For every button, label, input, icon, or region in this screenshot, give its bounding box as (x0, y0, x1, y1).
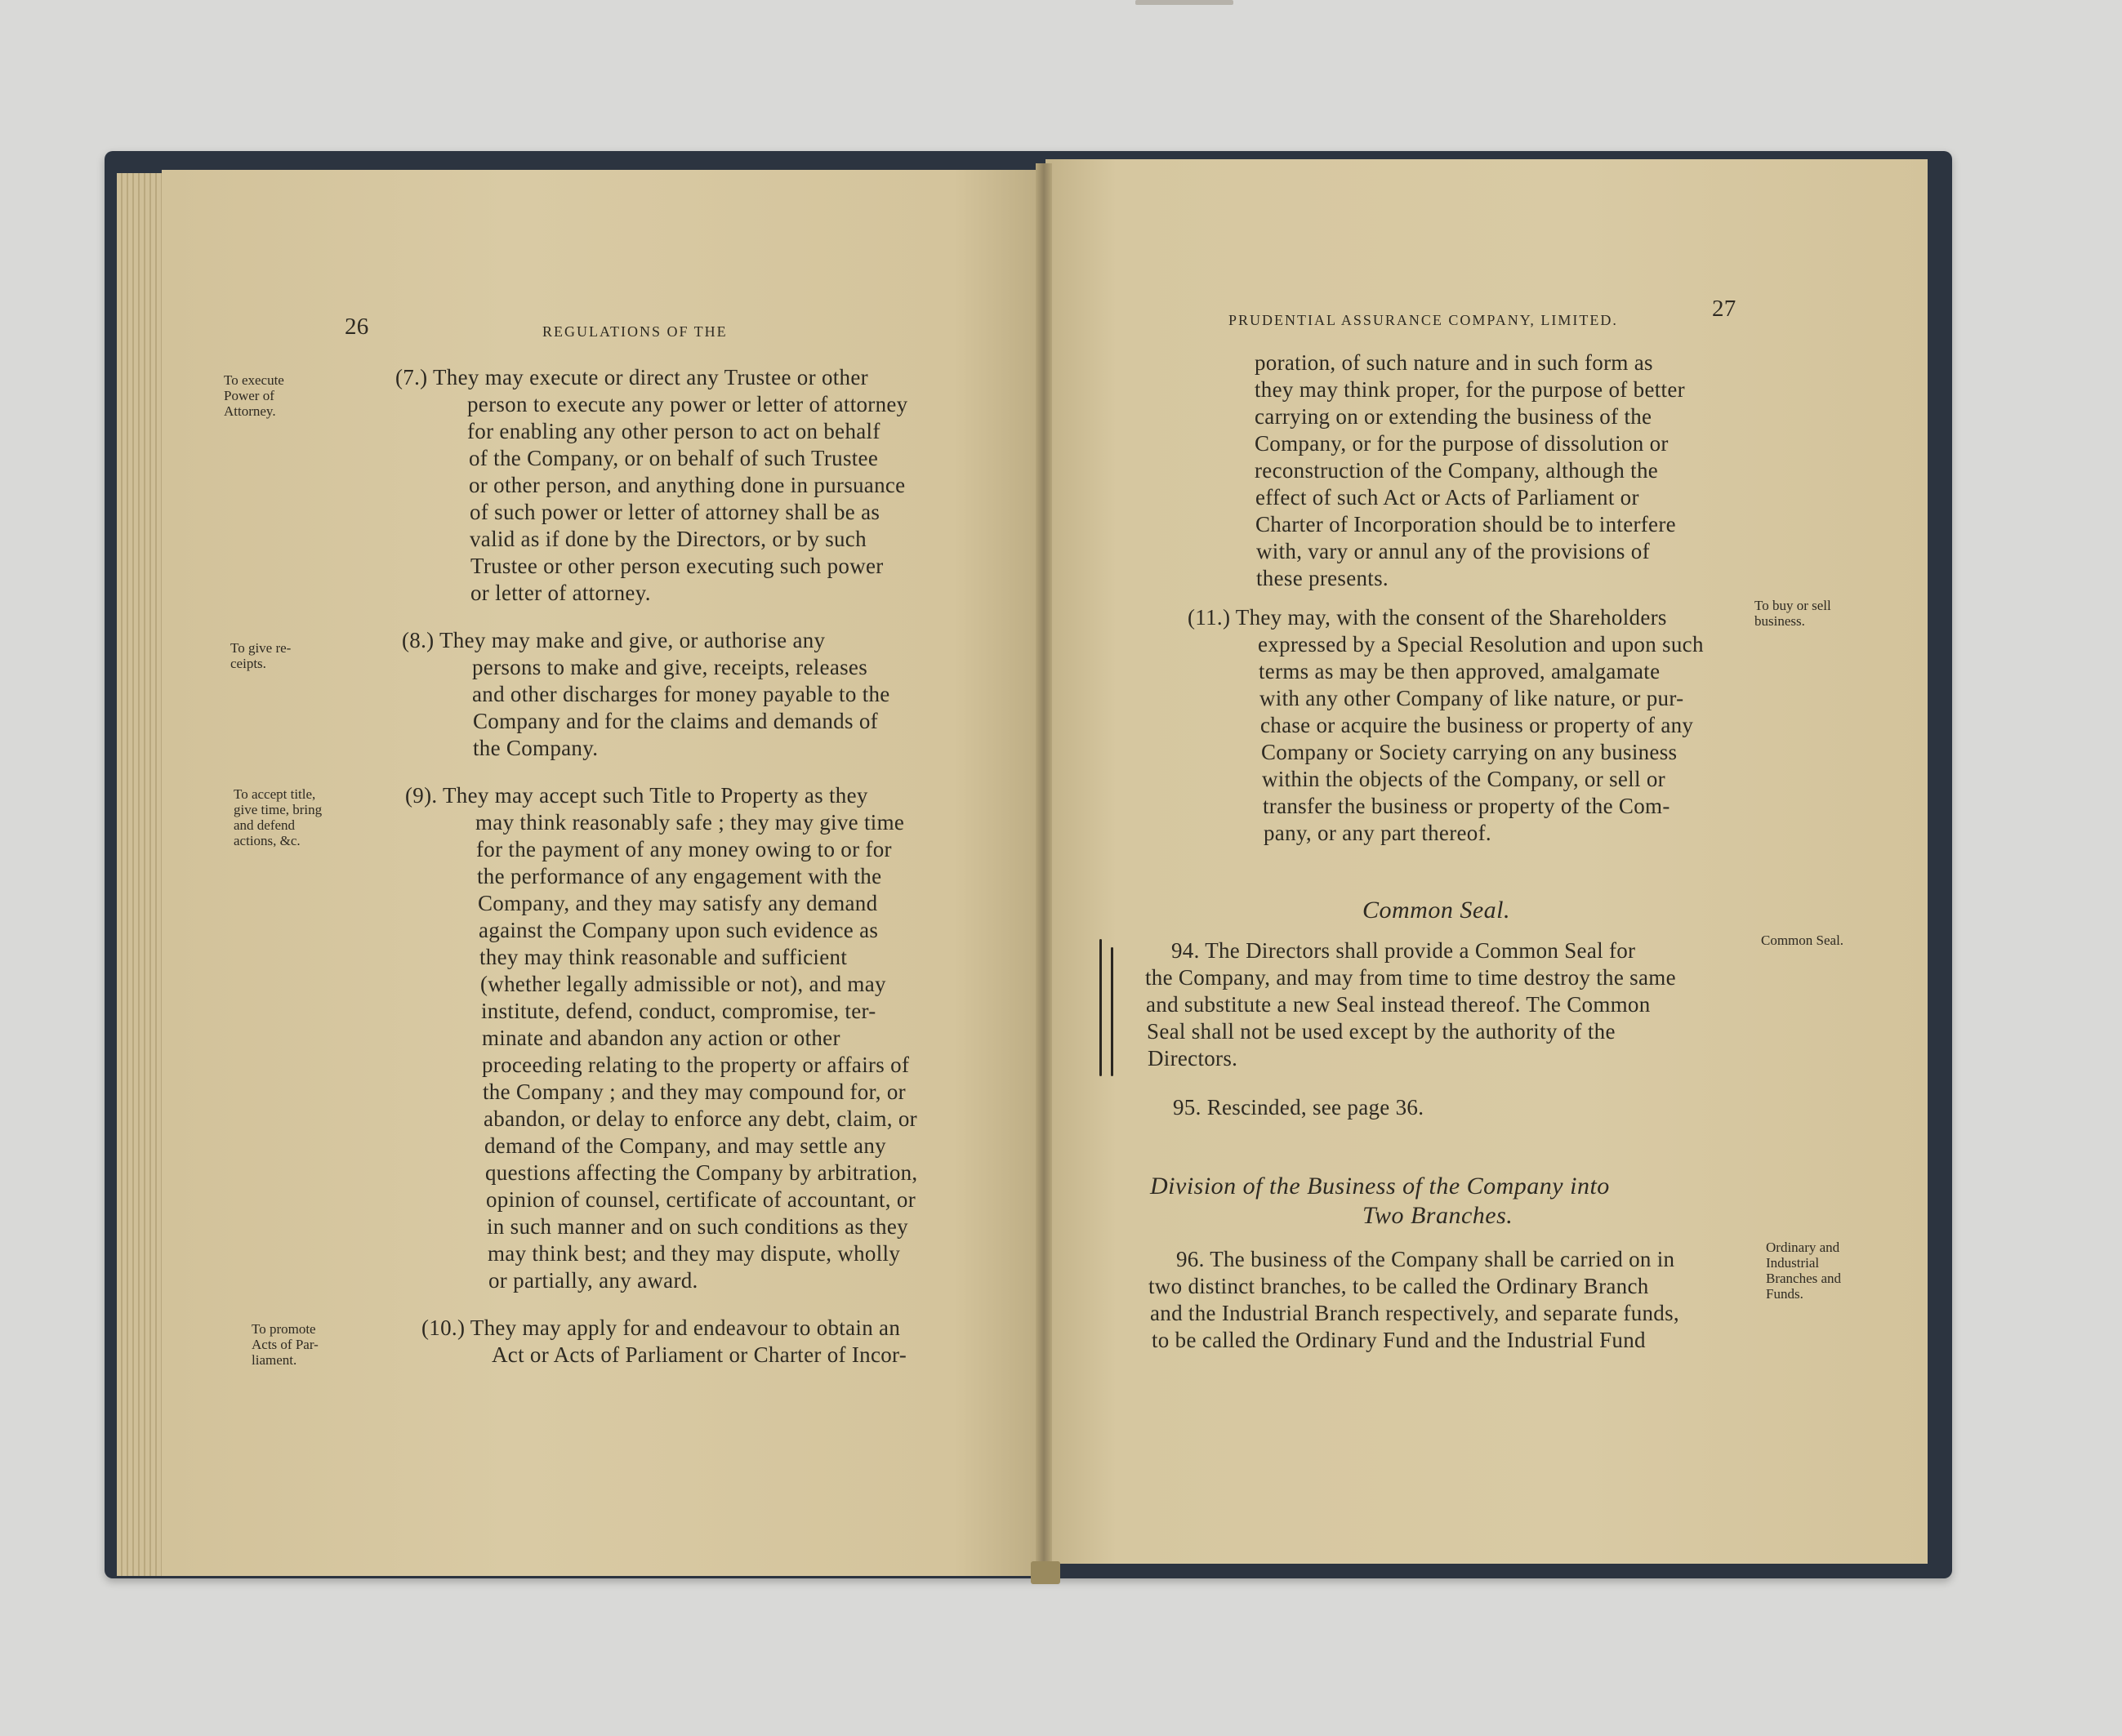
para11-line: pany, or any part thereof. (1264, 821, 1491, 845)
page-edges (117, 173, 166, 1576)
para9-line: for the payment of any money owing to or for (476, 837, 892, 861)
para9-line: proceeding relating to the property or affairs of (482, 1053, 910, 1077)
sidenote-line: and defend (234, 817, 296, 833)
para8-line: (8.) They may make and give, or authorise any (402, 628, 826, 652)
sidenote-line: To give re- (230, 640, 292, 656)
para9-line: they may think reasonable and sufficient (479, 945, 848, 969)
sidenote-line: Ordinary and (1766, 1240, 1840, 1255)
sidenote-line: Branches and (1766, 1271, 1842, 1286)
para7-line: valid as if done by the Directors, or by such (470, 527, 867, 551)
para9-line: abandon, or delay to enforce any debt, claim, or (484, 1106, 917, 1131)
para10-cont-line: reconstruction of the Company, although the (1255, 458, 1659, 483)
para94-line: the Company, and may from time to time destroy the same (1145, 965, 1676, 990)
para10-cont-line: Company, or for the purpose of dissolution or (1255, 431, 1669, 456)
para9-line: the Company ; and they may compound for, or (483, 1079, 906, 1104)
para9-line: questions affecting the Company by arbitration, (485, 1160, 918, 1185)
para7-line: (7.) They may execute or direct any Trustee or other (395, 365, 868, 389)
division-heading-line: Two Branches. (1362, 1202, 1513, 1229)
sidenote-line: Common Seal. (1761, 933, 1844, 948)
para9-line: Company, and they may satisfy any demand (478, 891, 878, 915)
common-seal-heading: Common Seal. (1362, 897, 1510, 924)
left-running-head: REGULATIONS OF THE (542, 323, 728, 340)
para7-line: of the Company, or on behalf of such Trustee (469, 446, 879, 470)
para9-line: in such manner and on such conditions as they (487, 1214, 908, 1239)
sidenote-line: give time, bring (234, 802, 323, 817)
sidenote-line: ceipts. (230, 656, 266, 671)
para11-line: expressed by a Special Resolution and upon such (1258, 632, 1704, 657)
para94-line: and substitute a new Seal instead thereof. The Common (1146, 992, 1651, 1017)
right-page-number: 27 (1712, 296, 1736, 322)
para9-line: opinion of counsel, certificate of accountant, or (486, 1187, 916, 1212)
sidenote-line: To promote (252, 1321, 316, 1337)
sidenote-line: business. (1754, 613, 1805, 629)
left-page-number: 26 (345, 314, 369, 340)
para7-line: person to execute any power or letter of attorney (467, 392, 908, 416)
sidenote-buy-sell (1754, 598, 1831, 629)
para94-line: Seal shall not be used except by the authority of the (1147, 1019, 1616, 1044)
para8-line: the Company. (473, 736, 599, 760)
para11-line: terms as may be then approved, amalgamate (1259, 659, 1661, 683)
para9-line: or partially, any award. (488, 1268, 698, 1293)
division-heading-line: Division of the Business of the Company into (1150, 1173, 1610, 1200)
para10-line: (10.) They may apply for and endeavour to obtain an (421, 1315, 901, 1340)
para9-line: minate and abandon any action or other (482, 1026, 840, 1050)
book-gutter (1036, 163, 1052, 1576)
para7-line: or other person, and anything done in pursuance (469, 473, 906, 497)
sidenote-line: Acts of Par- (252, 1337, 319, 1352)
sidenote-receipts (230, 640, 291, 671)
para10-cont-line: Charter of Incorporation should be to interfere (1255, 512, 1676, 536)
para7-line: of such power or letter of attorney shall be as (470, 500, 880, 524)
para10-line: Act or Acts of Parliament or Charter of Incor- (492, 1342, 907, 1367)
ribbon-tab (1031, 1561, 1060, 1584)
sidenote-line: actions, &c. (234, 833, 301, 848)
para11-line: transfer the business or property of the Com- (1263, 794, 1670, 818)
para11-line: chase or acquire the business or property of any (1260, 713, 1694, 737)
para10-cont-line: effect of such Act or Acts of Parliament or (1255, 485, 1639, 510)
para94-line: Directors. (1148, 1046, 1238, 1071)
para8-line: Company and for the claims and demands of (473, 709, 878, 733)
para8-line: and other discharges for money payable to the (472, 682, 890, 706)
para95: 95. Rescinded, see page 36. (1173, 1095, 1424, 1119)
sidenote-line: To buy or sell (1754, 598, 1831, 613)
para96-line: two distinct branches, to be called the Ordinary Branch (1148, 1274, 1649, 1298)
para9-line: may think best; and they may dispute, wholly (488, 1241, 901, 1266)
para7-line: or letter of attorney. (470, 581, 651, 605)
para11-line: (11.) They may, with the consent of the Shareholders (1188, 605, 1667, 630)
para9-line: the performance of any engagement with the (477, 864, 882, 888)
para11-line: with any other Company of like nature, or pur- (1259, 686, 1684, 710)
sidenote-line: liament. (252, 1352, 297, 1368)
para96-line: and the Industrial Branch respectively, and separate funds, (1150, 1301, 1679, 1325)
para7-line: Trustee or other person executing such power (470, 554, 884, 578)
para94-line: 94. The Directors shall provide a Common Seal for (1171, 938, 1636, 963)
para96-line: to be called the Ordinary Fund and the Industrial Fund (1152, 1328, 1646, 1352)
sidenote-ordinary-industrial (1766, 1240, 1841, 1302)
sidenote-accept-title (234, 786, 322, 848)
sidenote-promote-acts (252, 1321, 319, 1368)
para7-line: for enabling any other person to act on behalf (467, 419, 880, 443)
sidenote-line: Industrial (1766, 1255, 1820, 1271)
pencil-margin-line (1111, 947, 1113, 1076)
para96-line: 96. The business of the Company shall be carried on in (1176, 1247, 1675, 1271)
para11-line: within the objects of the Company, or sell or (1262, 767, 1665, 791)
sidenote-line: Attorney. (224, 403, 276, 419)
para8-line: persons to make and give, receipts, releases (472, 655, 868, 679)
para9-line: may think reasonably safe ; they may give time (475, 810, 905, 835)
para9-line: demand of the Company, and may settle any (484, 1133, 886, 1158)
para9-line: (whether legally admissible or not), and may (480, 972, 886, 996)
sidenote-execute-power (224, 372, 284, 419)
sidenote-line: To accept title, (234, 786, 316, 802)
scan-edge-mark (1135, 0, 1233, 5)
sidenote-line: Funds. (1766, 1286, 1803, 1302)
pencil-margin-line (1099, 939, 1102, 1076)
para9-line: (9). They may accept such Title to Property as they (405, 783, 868, 808)
para10-cont-line: with, vary or annul any of the provisions of (1256, 539, 1650, 563)
para10-cont-line: they may think proper, for the purpose of better (1255, 377, 1685, 402)
para10-cont-line: poration, of such nature and in such form as (1255, 350, 1653, 375)
para9-line: institute, defend, conduct, compromise, ter- (481, 999, 876, 1023)
right-running-head: PRUDENTIAL ASSURANCE COMPANY, LIMITED. (1228, 312, 1618, 328)
para10-cont-line: carrying on or extending the business of the (1255, 404, 1652, 429)
para11-line: Company or Society carrying on any business (1261, 740, 1678, 764)
sidenote-line: Power of (224, 388, 274, 403)
para9-line: against the Company upon such evidence as (479, 918, 879, 942)
sidenote-line: To execute (224, 372, 284, 388)
sidenote-common-seal (1761, 933, 1843, 948)
para10-cont-line: these presents. (1256, 566, 1389, 590)
